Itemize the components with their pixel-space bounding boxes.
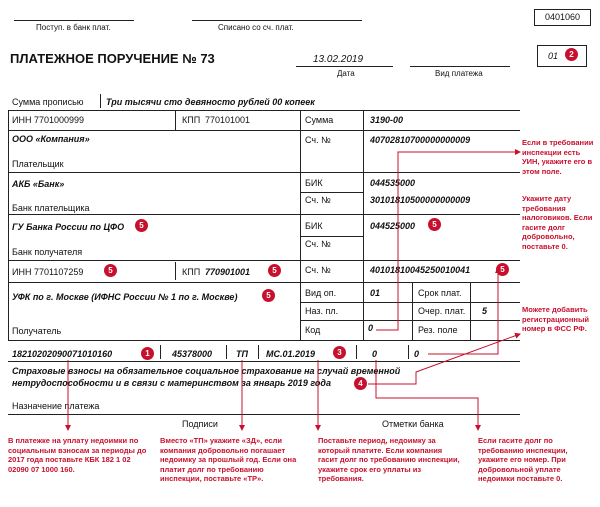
op-term-label: Срок плат. (418, 288, 462, 298)
payee-kpp-label: КПП (182, 267, 201, 277)
op-type: 01 (370, 288, 381, 298)
note-kbk: В платежке на уплату недоимки по социальным взносам за периоды до 2017 года поставьте КБК 182 1 02 02090 07 1000 160. (8, 436, 147, 474)
note-period: Поставьте период, недоимку за который платите. Если компания гасит долг по требованию инспекции, укажите срок его уплаты из требования. (318, 436, 460, 484)
payee-kpp: 770901001 (205, 267, 251, 277)
doc-date: 0 (414, 349, 420, 359)
payee-bank-name: ГУ Банка России по ЦФО (12, 222, 125, 232)
payer-bank-corr-label: Сч. № (305, 195, 331, 205)
payer-bank-label: Банк плательщика (12, 203, 90, 213)
arrow-date (428, 268, 498, 354)
purpose-label: Назначение платежа (12, 401, 100, 411)
payer-bank-bik: 044535000 (370, 178, 416, 188)
op-order-label: Очер. плат. (418, 306, 466, 316)
payer-account: 40702810700000000009 (370, 135, 471, 145)
payer-label: Плательщик (12, 159, 64, 169)
badge-5-account: 5 (496, 263, 509, 276)
op-code-label: Код (305, 325, 321, 335)
payer-bank-corr: 30101810500000000009 (370, 195, 471, 205)
arrow-number (376, 360, 478, 430)
op-code: 0 (368, 323, 374, 333)
badge-3: 3 (333, 346, 346, 359)
payer-account-label: Сч. № (305, 135, 331, 145)
payer-bank-name: АКБ «Банк» (12, 179, 65, 189)
date-label: Дата (337, 69, 355, 78)
period: МС.01.2019 (266, 349, 316, 359)
badge-5-bik: 5 (428, 218, 441, 231)
status-code: 01 (548, 51, 559, 61)
payer-kpp: 770101001 (205, 115, 251, 125)
amount-words-label: Сумма прописью (12, 97, 84, 107)
bank-received-label: Поступ. в банк плат. (36, 23, 111, 32)
badge-2: 2 (565, 48, 578, 61)
payee-account-label: Сч. № (305, 265, 331, 275)
payee-bank-corr-label: Сч. № (305, 239, 331, 249)
page-title: ПЛАТЕЖНОЕ ПОРУЧЕНИЕ № 73 (10, 51, 215, 66)
amount-words: Три тысячи сто девяносто рублей 00 копеек (106, 97, 315, 107)
payee-inn: ИНН 7701107259 (12, 267, 84, 277)
payment-type-label: Вид платежа (435, 69, 483, 78)
note-basis: Вместо «ТП» укажите «ЗД», если компания добровольно погашает недоимку за прошлый год. Если она платит долг по требованию инспекции, поставьте «ТР». (160, 436, 297, 484)
op-reserve-label: Рез. поле (418, 325, 458, 335)
payee-bank-bik: 044525000 (370, 221, 416, 231)
badge-4: 4 (354, 377, 367, 390)
arrow-fss (368, 334, 520, 384)
payee-bank-label: Банк получателя (12, 247, 83, 257)
payer-kpp-label: КПП (182, 115, 201, 125)
badge-5-bank: 5 (135, 219, 148, 232)
payer-name: ООО «Компания» (12, 134, 90, 144)
bank-marks-label: Отметки банка (382, 419, 444, 429)
op-order: 5 (482, 306, 488, 316)
badge-5-payee: 5 (262, 289, 275, 302)
oktmo: 45378000 (172, 349, 213, 359)
payee-account: 40101810045250010041 (370, 265, 471, 275)
note-number: Если гасите долг по требованию инспекции, укажите его номер. При добровольной уплате недоимки поставьте 0. (478, 436, 568, 484)
badge-5-kpp: 5 (268, 264, 281, 277)
kbk: 18210202090071010160 (12, 349, 113, 359)
note-date: Укажите дату требования налоговиков. Если гасите долг добровольно, поставьте 0. (522, 194, 593, 251)
signatures-label: Подписи (182, 419, 218, 429)
doc-number: 0 (372, 349, 378, 359)
payer-bank-bik-label: БИК (305, 178, 323, 188)
payee-bank-bik-label: БИК (305, 221, 323, 231)
payment-date: 13.02.2019 (313, 54, 364, 65)
badge-5-inn: 5 (104, 264, 117, 277)
payee-name: УФК по г. Москве (ИФНС России № 1 по г. Москве) (12, 292, 238, 302)
payer-inn: ИНН 7701000999 (12, 115, 85, 125)
op-purpose-label: Наз. пл. (305, 306, 339, 316)
badge-1: 1 (141, 347, 154, 360)
payee-label: Получатель (12, 326, 62, 336)
note-uin: Если в требовании инспекции есть УИН, укажите его в этом поле. (522, 138, 594, 176)
note-fss: Можете добавить регистрационный номер в ФСС РФ. (522, 305, 589, 334)
sum-value: 3190-00 (370, 115, 404, 125)
purpose-text: Страховые взносы на обязательное социальное страхование на случай временной нетрудоспособности и в связи с материнством за январь 2019 года (12, 366, 401, 388)
op-type-label: Вид оп. (305, 288, 337, 298)
sum-label: Сумма (305, 115, 334, 125)
debited-label: Списано со сч. плат. (218, 23, 294, 32)
basis: ТП (236, 349, 248, 359)
form-code: 0401060 (534, 9, 591, 26)
